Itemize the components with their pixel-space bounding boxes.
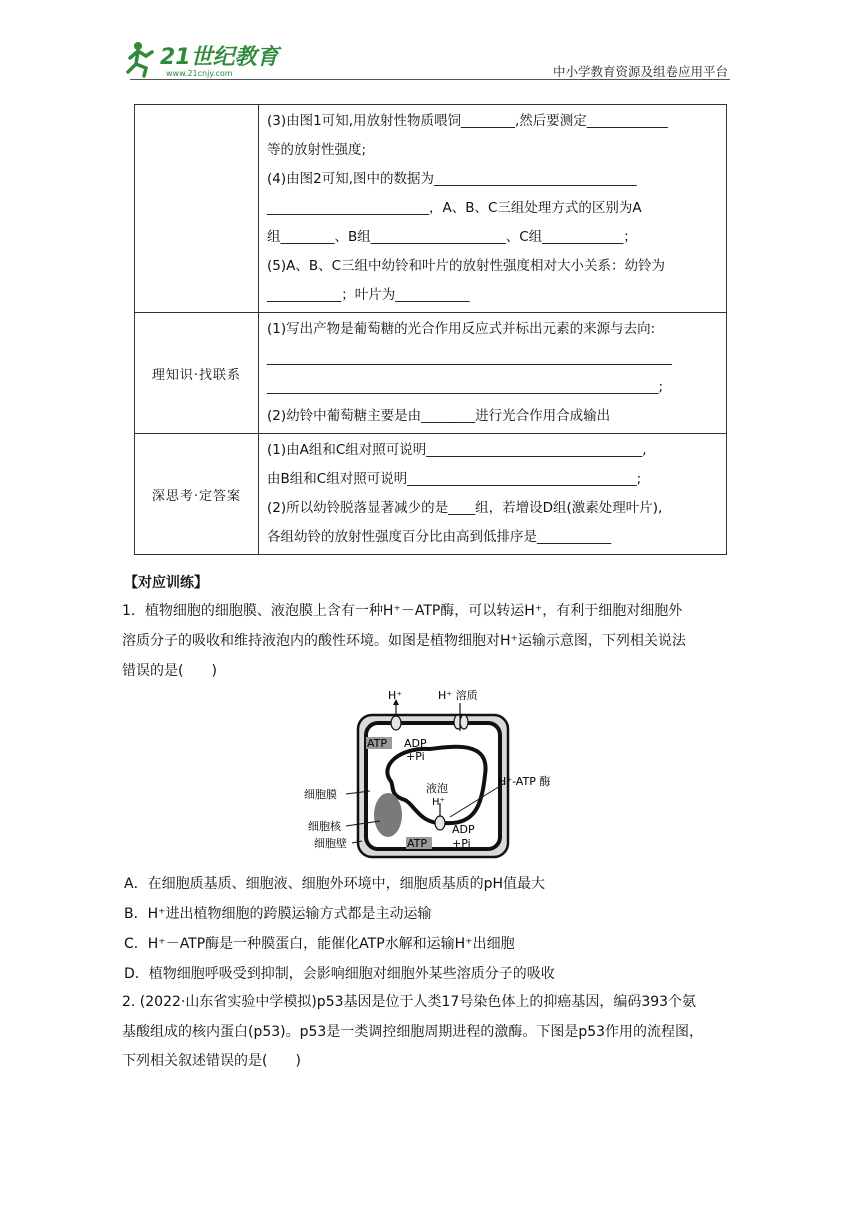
q2-line: 基酸组成的核内蛋白(p53)。p53是一类调控细胞周期进程的激酶。下图是p53作用的流程图，: [122, 1024, 704, 1040]
page-header: [120, 32, 730, 82]
runner-icon: [128, 42, 152, 76]
row-content: [259, 313, 727, 434]
table-row: [135, 434, 727, 555]
label-h: H⁺: [388, 689, 403, 702]
nucleus: [374, 793, 402, 837]
row-content: [259, 105, 727, 313]
label-adp: ADP: [404, 737, 427, 750]
label-adp2: ADP: [452, 823, 475, 836]
study-table: [134, 104, 727, 555]
logo-url: www.21cnjy.com: [166, 69, 233, 78]
logo-text: 21世纪教育: [160, 45, 279, 70]
cell-diagram: [300, 685, 570, 865]
content-line: 等的放射性强度;: [267, 142, 367, 158]
label-h-inner: H⁺: [432, 797, 445, 808]
label-vacuole: 液泡: [426, 782, 448, 795]
row-label: [135, 105, 259, 313]
section-title: 【对应训练】: [124, 575, 208, 591]
q1-line: 错误的是( ): [122, 663, 217, 679]
option-c: C．H⁺－ATP酶是一种膜蛋白，能催化ATP水解和运输H⁺出细胞: [124, 936, 515, 952]
header-divider: [130, 79, 730, 80]
content-line: (2)所以幼铃脱落显著减少的是____组，若增设D组(激素处理叶片),: [267, 500, 663, 516]
content-line: (4)由图2可知,图中的数据为______________________________: [267, 171, 637, 187]
content-line: ________________________，A、B、C三组处理方式的区别为A: [267, 200, 642, 216]
content-line: (5)A、B、C三组中幼铃和叶片的放射性强度相对大小关系：幼铃为: [267, 258, 666, 274]
label-h-solute: H⁺ 溶质: [438, 689, 478, 702]
row-label: 理知识·找联系: [135, 313, 259, 434]
option-b: B．H⁺进出植物细胞的跨膜运输方式都是主动运输: [124, 906, 432, 922]
q2-line: 下列相关叙述错误的是( ): [122, 1053, 301, 1069]
label-wall: 细胞壁: [314, 837, 347, 850]
label-enzyme: H⁺-ATP 酶: [498, 775, 551, 788]
content-line: 组________、B组____________________、C组____________；: [267, 229, 637, 245]
table-row: [135, 313, 727, 434]
content-line: 各组幼铃的放射性强度百分比由高到低排序是___________: [267, 529, 612, 545]
content-line: (3)由图1可知,用放射性物质喂饲________,然后要测定____________: [267, 113, 668, 129]
site-label: 中小学教育资源及组卷应用平台: [552, 64, 728, 79]
content-line: ____________________________________________________________: [267, 350, 672, 366]
logo: [124, 38, 294, 80]
content-line: __________________________________________________________;: [267, 379, 664, 395]
q1-line: 溶质分子的吸收和维持液泡内的酸性环境。如图是植物细胞对H⁺运输示意图，下列相关说法: [122, 633, 686, 649]
content-line: (1)由A组和C组对照可说明________________________________,: [267, 442, 647, 458]
content-line: ___________；叶片为___________: [267, 287, 470, 303]
row-label: 深思考·定答案: [135, 434, 259, 555]
cotransporter-icon: [460, 715, 468, 729]
label-atp2: ATP: [407, 837, 428, 850]
vacuole-pump-icon: [435, 816, 445, 830]
q2-line: 2. (2022·山东省实验中学模拟)p53基因是位于人类17号染色体上的抑癌基因，编码393个氨: [122, 994, 697, 1010]
content-line: (2)幼铃中葡萄糖主要是由________进行光合作用合成输出: [267, 408, 611, 424]
label-pi2: +Pi: [452, 837, 471, 850]
label-nucleus: 细胞核: [308, 820, 341, 833]
row-content: [259, 434, 727, 555]
label-pi: +Pi: [406, 750, 425, 763]
q1-line: 1．植物细胞的细胞膜、液泡膜上含有一种H⁺－ATP酶，可以转运H⁺，有利于细胞对细胞外: [122, 603, 683, 619]
label-atp: ATP: [367, 737, 388, 750]
option-d: D．植物细胞呼吸受到抑制，会影响细胞对细胞外某些溶质分子的吸收: [124, 966, 555, 982]
table-row: [135, 105, 727, 313]
content-line: (1)写出产物是葡萄糖的光合作用反应式并标出元素的来源与去向:: [267, 321, 656, 337]
option-a: A．在细胞质基质、细胞液、细胞外环境中，细胞质基质的pH值最大: [124, 876, 545, 892]
label-membrane: 细胞膜: [304, 788, 337, 801]
content-line: 由B组和C组对照可说明__________________________________;: [267, 471, 642, 487]
proton-pump-icon: [391, 716, 401, 730]
